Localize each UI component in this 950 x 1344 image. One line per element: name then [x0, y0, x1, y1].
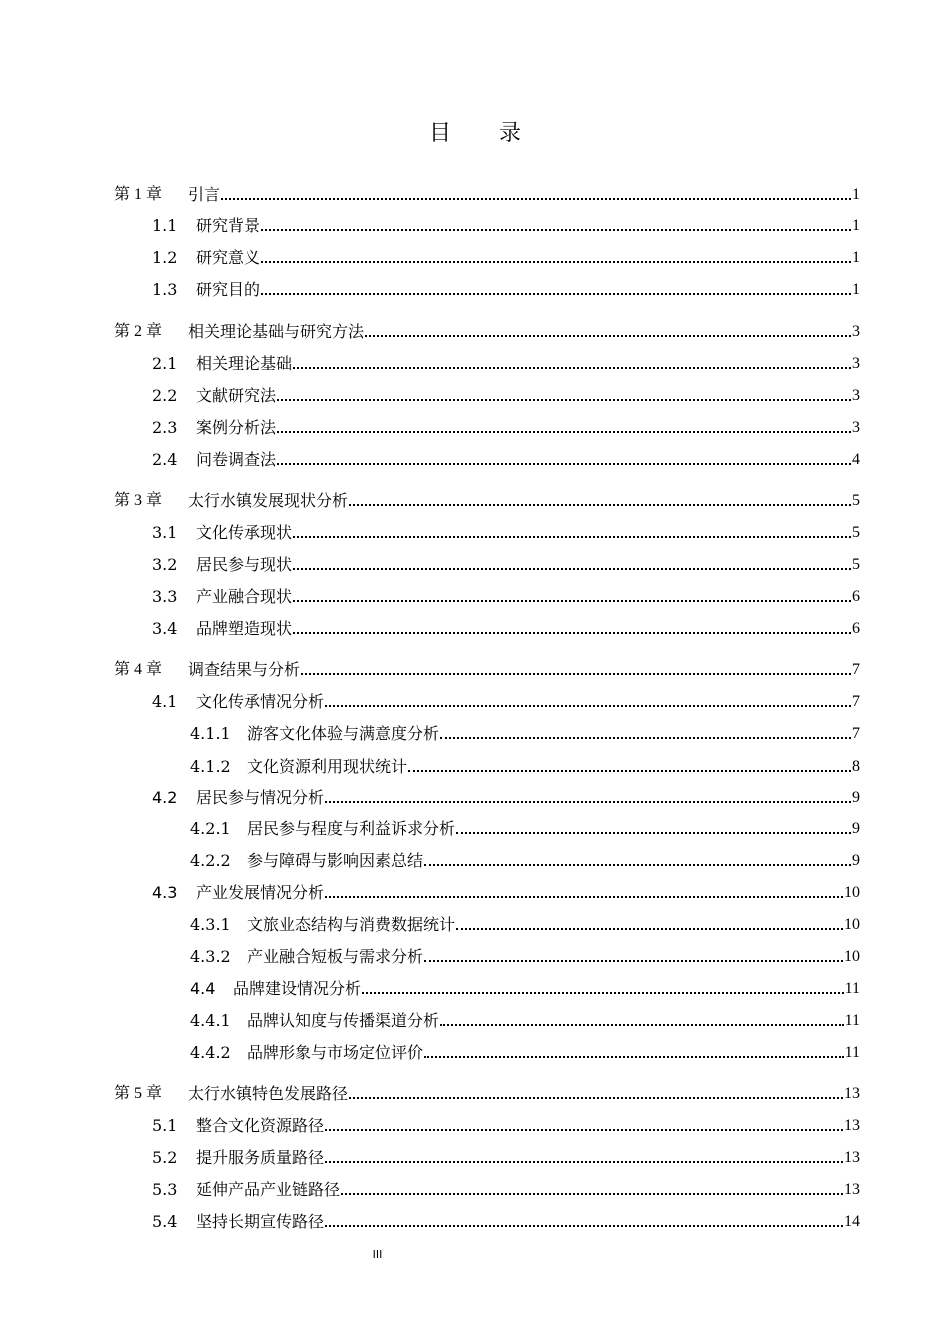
toc-entry[interactable] — [152, 1178, 860, 1200]
toc-entry-page: 5 — [852, 556, 860, 573]
toc-entry-label: 研究背景 — [196, 216, 261, 235]
toc-entry[interactable] — [152, 617, 860, 639]
toc-entry-label: 品牌建设情况分析 — [233, 979, 362, 998]
toc-entry-label: 案例分析法 — [196, 418, 277, 437]
page-number-footer: III — [372, 1248, 383, 1261]
toc-dot-leader — [440, 1024, 844, 1026]
toc-entry-number: 1.1 — [152, 216, 178, 235]
toc-entry-number: 3.4 — [152, 619, 178, 638]
toc-dot-leader — [261, 293, 851, 295]
toc-entry-label: 居民参与程度与利益诉求分析 — [247, 819, 456, 838]
toc-entry[interactable] — [152, 521, 860, 543]
toc-entry-number: 1.2 — [152, 248, 178, 267]
toc-entry[interactable] — [152, 448, 860, 470]
toc-entry-label: 相关理论基础与研究方法 — [188, 322, 365, 341]
toc-entry-number: 3.1 — [152, 523, 178, 542]
toc-entry-number: 2.1 — [152, 354, 178, 373]
toc-entry[interactable] — [152, 786, 860, 808]
toc-dot-leader — [325, 1129, 843, 1131]
toc-dot-leader — [440, 737, 851, 739]
toc-entry[interactable] — [114, 320, 860, 342]
toc-entry[interactable] — [190, 945, 860, 967]
toc-entry-page: 7 — [852, 693, 860, 710]
toc-dot-leader — [325, 801, 851, 803]
toc-dot-leader — [341, 1193, 843, 1195]
toc-entry[interactable] — [152, 690, 860, 712]
toc-dot-leader — [424, 960, 843, 962]
toc-dot-leader — [261, 261, 851, 263]
toc-dot-leader — [349, 504, 851, 506]
toc-entry-label: 产业发展情况分析 — [196, 883, 325, 902]
toc-entry-page: 9 — [852, 789, 860, 806]
toc-entry-number: 2.3 — [152, 418, 178, 437]
toc-entry-label: 居民参与现状 — [196, 555, 293, 574]
toc-entry-label: 产业融合短板与需求分析 — [247, 947, 424, 966]
toc-entry-label: 产业融合现状 — [196, 587, 293, 606]
toc-entry-page: 1 — [852, 249, 860, 266]
toc-entry-number: 4.2 — [152, 788, 178, 807]
toc-entry-label: 相关理论基础 — [196, 354, 293, 373]
toc-entry-label: 太行水镇发展现状分析 — [188, 491, 349, 510]
toc-entry-label: 文化资源利用现状统计 — [247, 757, 408, 776]
toc-dot-leader — [365, 335, 851, 337]
toc-entry[interactable] — [152, 278, 860, 300]
toc-entry[interactable] — [152, 1114, 860, 1136]
toc-entry-page: 3 — [852, 355, 860, 372]
toc-entry-label: 整合文化资源路径 — [196, 1116, 325, 1135]
toc-entry[interactable] — [114, 489, 860, 511]
toc-entry[interactable] — [152, 1146, 860, 1168]
toc-entry-number: 5.1 — [152, 1116, 178, 1135]
toc-entry-number: 4.4.1 — [190, 1011, 231, 1030]
toc-entry-number: 4.1 — [152, 692, 178, 711]
toc-entry-number: 4.4 — [190, 979, 216, 998]
toc-entry-page: 3 — [852, 419, 860, 436]
toc-dot-leader — [221, 198, 851, 200]
toc-entry[interactable] — [190, 849, 860, 871]
toc-entry-number: 5.2 — [152, 1148, 178, 1167]
toc-entry-number: 3.2 — [152, 555, 178, 574]
toc-entry-label: 居民参与情况分析 — [196, 788, 325, 807]
toc-entry[interactable] — [152, 553, 860, 575]
toc-entry-number: 1.3 — [152, 280, 178, 299]
toc-entry-number: 3.3 — [152, 587, 178, 606]
toc-dot-leader — [293, 568, 851, 570]
toc-entry-page: 7 — [852, 661, 860, 678]
toc-entry[interactable] — [152, 585, 860, 607]
toc-dot-leader — [424, 864, 851, 866]
toc-dot-leader — [325, 705, 851, 707]
toc-dot-leader — [325, 1161, 843, 1163]
toc-entry-label: 延伸产品产业链路径 — [196, 1180, 341, 1199]
toc-entry-number: 第 1 章 — [114, 186, 163, 203]
toc-entry-number: 4.4.2 — [190, 1043, 231, 1062]
toc-entry[interactable] — [152, 881, 860, 903]
toc-title-char-2: 录 — [499, 121, 522, 146]
toc-dot-leader — [325, 896, 843, 898]
toc-entry-number: 2.2 — [152, 386, 178, 405]
toc-entry-page: 4 — [852, 451, 860, 468]
toc-entry-page: 11 — [844, 1012, 860, 1029]
toc-entry-label: 游客文化体验与满意度分析 — [247, 724, 440, 743]
toc-title-char-1: 目 — [428, 121, 451, 146]
toc-entry-page: 13 — [844, 1085, 860, 1102]
toc-entry-number: 4.2.2 — [190, 851, 231, 870]
toc-dot-leader — [277, 431, 851, 433]
toc-entry-label: 坚持长期宣传路径 — [196, 1212, 325, 1231]
toc-title — [0, 116, 950, 147]
toc-dot-leader — [277, 399, 851, 401]
toc-entry[interactable] — [152, 214, 860, 236]
toc-entry[interactable] — [152, 1210, 860, 1232]
toc-entry-page: 6 — [852, 620, 860, 637]
toc-entry-page: 13 — [844, 1117, 860, 1134]
toc-entry-page: 5 — [852, 492, 860, 509]
toc-entry-label: 文献研究法 — [196, 386, 277, 405]
toc-entry-page: 13 — [844, 1181, 860, 1198]
toc-entry-number: 4.1.1 — [190, 724, 231, 743]
toc-entry-label: 太行水镇特色发展路径 — [188, 1084, 349, 1103]
toc-entry[interactable] — [190, 755, 860, 777]
toc-entry-number: 4.3.2 — [190, 947, 231, 966]
toc-dot-leader — [456, 832, 851, 834]
toc-dot-leader — [325, 1225, 843, 1227]
toc-entry-label: 调查结果与分析 — [188, 660, 301, 679]
toc-entry-page: 13 — [844, 1149, 860, 1166]
toc-entry-page: 1 — [852, 281, 860, 298]
toc-dot-leader — [293, 367, 851, 369]
toc-entry-number: 4.2.1 — [190, 819, 231, 838]
toc-entry-page: 3 — [852, 323, 860, 340]
toc-entry-number: 第 2 章 — [114, 323, 163, 340]
toc-entry[interactable] — [152, 246, 860, 268]
toc-entry[interactable] — [114, 183, 860, 205]
toc-dot-leader — [261, 229, 851, 231]
toc-entry-label: 参与障碍与影响因素总结 — [247, 851, 424, 870]
toc-entry-label: 问卷调查法 — [196, 450, 277, 469]
toc-entry-label: 品牌形象与市场定位评价 — [247, 1043, 424, 1062]
toc-entry[interactable] — [190, 722, 860, 744]
toc-entry-page: 1 — [852, 217, 860, 234]
toc-entry[interactable] — [190, 817, 860, 839]
toc-entry-number: 4.3 — [152, 883, 178, 902]
toc-dot-leader — [293, 536, 851, 538]
toc-entry-page: 10 — [844, 884, 860, 901]
toc-dot-leader — [293, 600, 851, 602]
toc-entry-number: 4.3.1 — [190, 915, 231, 934]
toc-entry[interactable] — [190, 1009, 860, 1031]
toc-dot-leader — [362, 992, 844, 994]
toc-entry[interactable] — [114, 658, 860, 680]
toc-dot-leader — [408, 770, 851, 772]
toc-entry-page: 14 — [844, 1213, 860, 1230]
toc-entry-page: 6 — [852, 588, 860, 605]
toc-dot-leader — [456, 928, 843, 930]
toc-entry-number: 4.1.2 — [190, 757, 231, 776]
toc-entry[interactable] — [152, 416, 860, 438]
toc-entry[interactable] — [190, 1041, 860, 1063]
toc-entry-label: 品牌认知度与传播渠道分析 — [247, 1011, 440, 1030]
toc-dot-leader — [349, 1097, 843, 1099]
toc-entry-page: 11 — [844, 980, 860, 997]
toc-entry-number: 第 3 章 — [114, 492, 163, 509]
toc-entry-page: 10 — [844, 948, 860, 965]
toc-dot-leader — [293, 632, 851, 634]
toc-entry-label: 文化传承情况分析 — [196, 692, 325, 711]
toc-entry-label: 研究目的 — [196, 280, 261, 299]
toc-entry-page: 9 — [852, 852, 860, 869]
toc-entry-page: 3 — [852, 387, 860, 404]
toc-entry-label: 提升服务质量路径 — [196, 1148, 325, 1167]
toc-entry[interactable] — [190, 913, 860, 935]
toc-entry-page: 11 — [844, 1044, 860, 1061]
toc-entry-page: 8 — [852, 758, 860, 775]
toc-dot-leader — [301, 673, 851, 675]
toc-entry[interactable] — [152, 352, 860, 374]
toc-entry[interactable] — [114, 1082, 860, 1104]
toc-entry-label: 研究意义 — [196, 248, 261, 267]
toc-entry-page: 1 — [852, 186, 860, 203]
toc-dot-leader — [424, 1056, 844, 1058]
toc-entry-page: 10 — [844, 916, 860, 933]
toc-entry-page: 9 — [852, 820, 860, 837]
toc-entry-number: 第 5 章 — [114, 1085, 163, 1102]
toc-entry-number: 第 4 章 — [114, 661, 163, 678]
toc-entry-label: 品牌塑造现状 — [196, 619, 293, 638]
toc-entry-page: 7 — [852, 725, 860, 742]
toc-entry[interactable] — [190, 977, 860, 999]
toc-entry-label: 引言 — [188, 185, 221, 204]
toc-entry-number: 2.4 — [152, 450, 178, 469]
toc-entry-number: 5.4 — [152, 1212, 178, 1231]
toc-entry-number: 5.3 — [152, 1180, 178, 1199]
toc-entry[interactable] — [152, 384, 860, 406]
toc-entry-label: 文化传承现状 — [196, 523, 293, 542]
toc-dot-leader — [277, 463, 851, 465]
toc-entry-label: 文旅业态结构与消费数据统计 — [247, 915, 456, 934]
toc-entry-page: 5 — [852, 524, 860, 541]
